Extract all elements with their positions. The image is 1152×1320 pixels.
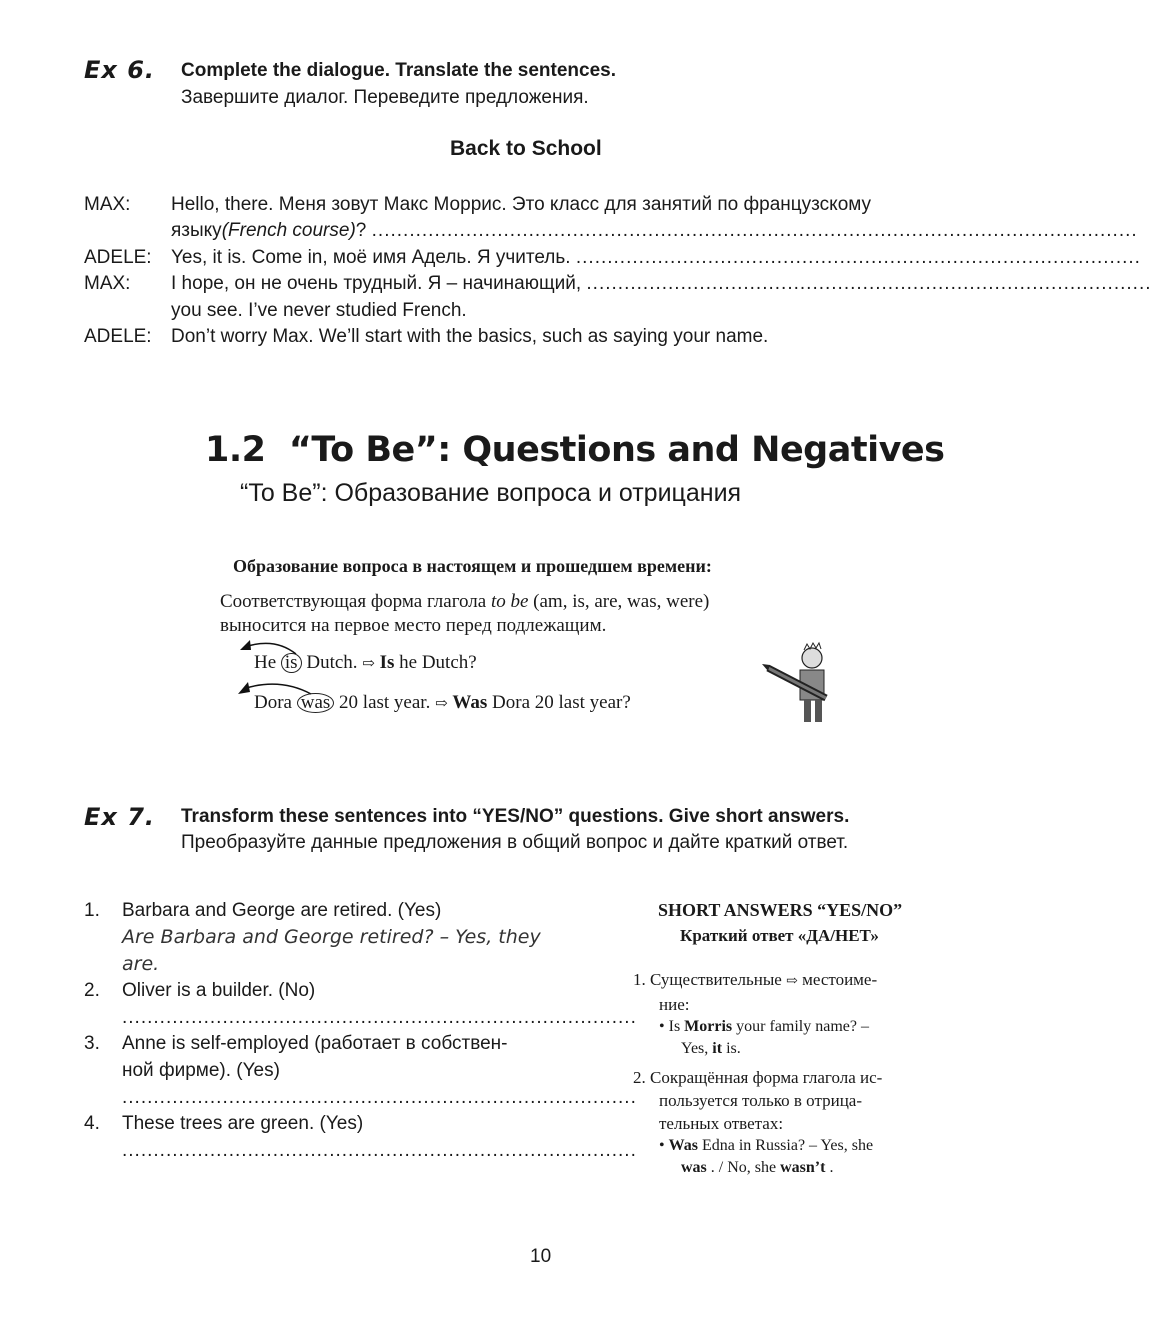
dialog-title: Back to School <box>450 137 602 160</box>
ex7-subtitle: Преобразуйте данные предложения в общий вопрос и дайте краткий ответ. <box>181 832 849 853</box>
blank-dots[interactable]: .......................................................................................... <box>586 273 1152 294</box>
arrow-right-icon: ⇨ <box>435 696 448 712</box>
blank-dots[interactable]: .................................................................................. <box>122 1087 637 1108</box>
line-text: you see. I’ve never studied French. <box>171 300 467 321</box>
blank-dots[interactable]: .................................................................................. <box>122 1140 637 1161</box>
line-text: I hope, он не очень трудный. Я – начинающий, .......................................................................................... <box>171 270 941 297</box>
ex6-label: Ex 6. <box>84 56 156 84</box>
short-answers-title: SHORT ANSWERS “YES/NO” <box>658 900 903 920</box>
rule-heading: Образование вопроса в настоящем и прошедшем времени: <box>233 556 712 576</box>
section-subtitle: “To Be”: Образование вопроса и отрицания <box>240 479 742 507</box>
rule-text: Соответствующая форма глагола to be (am, is, are, was, were) выносится на первое место перед подлежащим. <box>220 591 710 636</box>
blank-dots[interactable]: .......................................................................................... <box>575 247 1141 268</box>
blank-dots[interactable]: .......................................................................................................................... <box>371 220 1138 241</box>
blank-dots[interactable]: .................................................................................. <box>122 1007 637 1028</box>
speaker: MAX: <box>84 194 131 215</box>
ex7-label: Ex 7. <box>84 803 156 831</box>
short-answer-point-1: 1. Существительные ⇨ местоиме- ние: • Is Morris your family name? – Yes, it is. <box>633 970 878 1057</box>
pencil-boy-illustration <box>760 640 840 730</box>
line-text: языку(French course)? .......................................................................................................................... <box>171 217 962 244</box>
rule-example-2: Dora was 20 last year. ⇨ Was Dora 20 last year? <box>254 692 631 713</box>
rule-example-1: He is Dutch. ⇨ Is he Dutch? <box>254 652 477 673</box>
line-text: Hello, there. Меня зовут Макс Моррис. Это класс для занятий по французскому <box>171 194 872 215</box>
line-text: Yes, it is. Come in, моё имя Адель. Я учитель. .......................................................................................... <box>171 244 936 271</box>
handwritten-answer: Are Barbara and George retired? – Yes, they <box>122 926 541 948</box>
arrow-right-icon: ⇨ <box>362 656 375 672</box>
ex6-title: Complete the dialogue. Translate the sentences. <box>181 60 617 81</box>
arrow-right-icon: ⇨ <box>786 974 798 989</box>
short-answer-point-2: 2. Сокращённая форма глагола ис- пользуется только в отрица- тельных ответах: • Was Edna in Russia? – Yes, she was . / No, she wasn’t . <box>633 1068 883 1176</box>
speaker: MAX: <box>84 273 131 294</box>
section-title: 1.2 “To Be”: Questions and Negatives <box>205 430 945 470</box>
speaker: ADELE: <box>84 326 152 347</box>
page-number: 10 <box>530 1246 552 1267</box>
line-text: Don’t worry Max. We’ll start with the basics, such as saying your name. <box>171 326 769 347</box>
handwritten-answer: are. <box>122 953 160 975</box>
ex6-subtitle: Завершите диалог. Переведите предложения. <box>181 87 589 108</box>
short-answers-subtitle: Краткий ответ «ДА/НЕТ» <box>680 926 879 945</box>
speaker: ADELE: <box>84 247 152 268</box>
ex7-title: Transform these sentences into “YES/NO” questions. Give short answers. <box>181 806 850 827</box>
